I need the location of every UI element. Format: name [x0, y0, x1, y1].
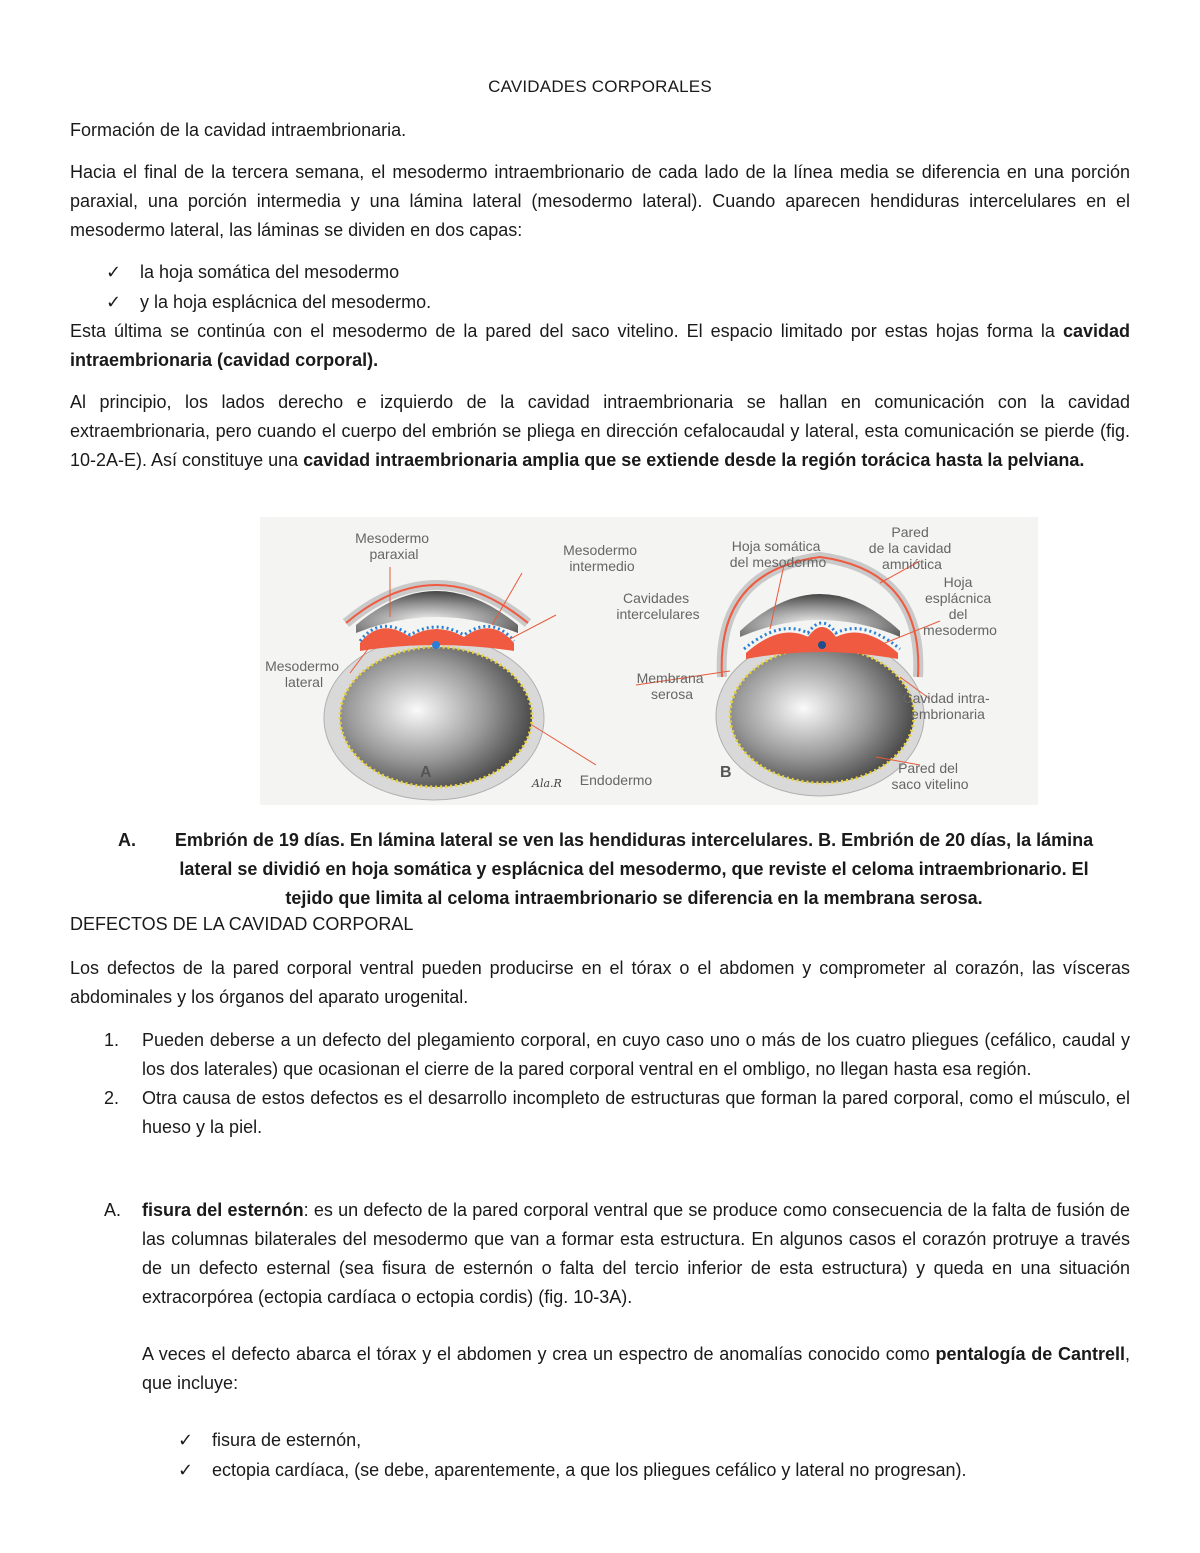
checkmark-icon: ✓ [106, 261, 122, 282]
paragraph-2 [70, 317, 1130, 375]
paragraph-5 [142, 1340, 1130, 1398]
notochord-b [818, 641, 826, 649]
paragraph-1: Hacia el final de la tercera semana, el mesodermo intraembrionario de cada lado de la línea media se diferencia en una porción paraxial, una porción intermedia y una lámina lateral (mesodermo lateral). Cuando aparecen hendiduras intercelulares en el mesodermo lateral, las láminas se dividen en dos capas: [70, 162, 1130, 240]
section-subtitle: Formación de la cavidad intraembrionaria. [70, 120, 407, 140]
numbered-list [70, 1026, 1130, 1142]
check-item [178, 1425, 966, 1455]
paragraph-5-text: A veces el defecto abarca el tórax y el abdomen y crea un espectro de anomalías conocido como [142, 1344, 936, 1364]
check-list-2 [178, 1425, 966, 1485]
caption-letter: A. [118, 830, 136, 850]
embryo-cross-section-figure [260, 517, 1038, 805]
paragraph-3 [70, 388, 1130, 475]
lettered-list [70, 1196, 1130, 1312]
label-hoja-esplacnica: Hoja esplácnica del mesodermo [923, 574, 997, 638]
page-title: CAVIDADES CORPORALES [488, 77, 712, 96]
check-item [106, 287, 431, 317]
checkmark-icon: ✓ [178, 1429, 194, 1450]
paragraph-2-text: Esta última se continúa con el mesodermo de la pared del saco vitelino. El espacio limitado por estas hojas forma la [70, 321, 1063, 341]
check-list-1 [106, 257, 431, 317]
check-item-text: y la hoja esplácnica del mesodermo. [140, 291, 432, 312]
paragraph-3-bold: cavidad intraembrionaria amplia que se extiende desde la región torácica hasta la pelviana. [303, 450, 1085, 470]
label-mesodermo-lateral: Mesodermo lateral [265, 658, 340, 690]
notochord-a [432, 641, 440, 649]
item-letter: A. [104, 1200, 122, 1220]
paragraph-4: Los defectos de la pared corporal ventral pueden producirse en el tórax o el abdomen y comprometer al corazón, las vísceras abdominales y los órganos del aparato urogenital. [70, 958, 1130, 1007]
paragraph-2-bold: cavidad intraembrionaria (cavidad corporal). [70, 321, 1130, 370]
figure-letter-a: A [420, 764, 432, 781]
lettered-item [70, 1196, 1130, 1312]
item-text: : es un defecto de la pared corporal ventral que se produce como consecuencia de la falta de fusión de las columnas bilaterales del mesodermo que van a formar esta estructura. En algunos casos el corazón protruye a través de un defecto esternal (sea fisura de esternón o falta del tercio inferior de esta estructura) y queda en una situación extracorpórea (ectopia cardíaca o ectopia cordis) (fig. 10-3A). [142, 1200, 1130, 1307]
item-text: Pueden deberse a un defecto del plegamiento corporal, en cuyo caso uno o más de los cuatro pliegues (cefálico, caudal y los dos laterales) que ocasionan el cierre de la pared corporal ventral en el ombligo, no llegan hasta esa región. [142, 1030, 1130, 1079]
check-item-text: la hoja somática del mesodermo [140, 261, 400, 282]
label-pared-saco-vitelino: Pared del saco vitelino [891, 760, 969, 792]
label-mesodermo-intermedio: Mesodermo intermedio [563, 542, 638, 574]
check-item-text: fisura de esternón, [212, 1429, 362, 1450]
label-endodermo: Endodermo [579, 772, 653, 788]
section-heading-defectos: DEFECTOS DE LA CAVIDAD CORPORAL [70, 914, 414, 934]
label-membrana-serosa: Membrana serosa [636, 670, 704, 702]
embryo-diagram [260, 517, 1038, 805]
check-item [106, 257, 431, 287]
label-cavidades-intercelulares: Cavidades intercelulares [616, 590, 700, 622]
item-number: 2. [104, 1088, 120, 1108]
numbered-item [70, 1026, 1130, 1084]
paragraph-5-tail: , que incluye: [142, 1344, 1130, 1393]
leader-line [532, 725, 596, 765]
embryo-a [324, 585, 544, 800]
check-item-text: ectopia cardíaca, (se debe, aparentemente, a que los pliegues cefálico y lateral no progresan). [212, 1459, 967, 1480]
check-item [178, 1455, 966, 1485]
item-number: 1. [104, 1030, 120, 1050]
paragraph-3-text: Al principio, los lados derecho e izquierdo de la cavidad intraembrionaria se hallan en comunicación con la cavidad extraembrionaria, pero cuando el cuerpo del embrión se pliega en dirección cefalocaudal y lateral, esta comunicación se pierde (fig. 10-2A-E). Así constituye una [70, 392, 1130, 470]
paragraph-5-bold: pentalogía de Cantrell [935, 1344, 1125, 1364]
artist-signature: Ala.R [532, 777, 562, 790]
label-hoja-somatica: Hoja somática del mesodermo [729, 538, 827, 570]
checkmark-icon: ✓ [178, 1459, 194, 1480]
caption-text: Embrión de 19 días. En lámina lateral se ven las hendiduras intercelulares. B. Embrión de 20 días, la lámina lateral se dividió en hoja somática y esplácnica del mesodermo, que reviste el celoma intraembrionario. El tejido que limita al celoma intraembrionario se diferencia en la membrana serosa. [174, 830, 1094, 908]
figure-letter-b: B [720, 764, 732, 781]
item-bold-term: fisura del esternón [142, 1200, 304, 1220]
item-text: Otra causa de estos defectos es el desarrollo incompleto de estructuras que forman la pared corporal, como el músculo, el hueso y la piel. [142, 1088, 1130, 1137]
numbered-item [70, 1084, 1130, 1142]
checkmark-icon: ✓ [106, 291, 122, 312]
label-cavidad-intraembrionaria: Cavidad intra- embrionaria [902, 690, 990, 722]
label-pared-cavidad-amniotica: Pared de la cavidad amniótica [868, 524, 952, 572]
label-mesodermo-paraxial: Mesodermo paraxial [355, 530, 430, 562]
